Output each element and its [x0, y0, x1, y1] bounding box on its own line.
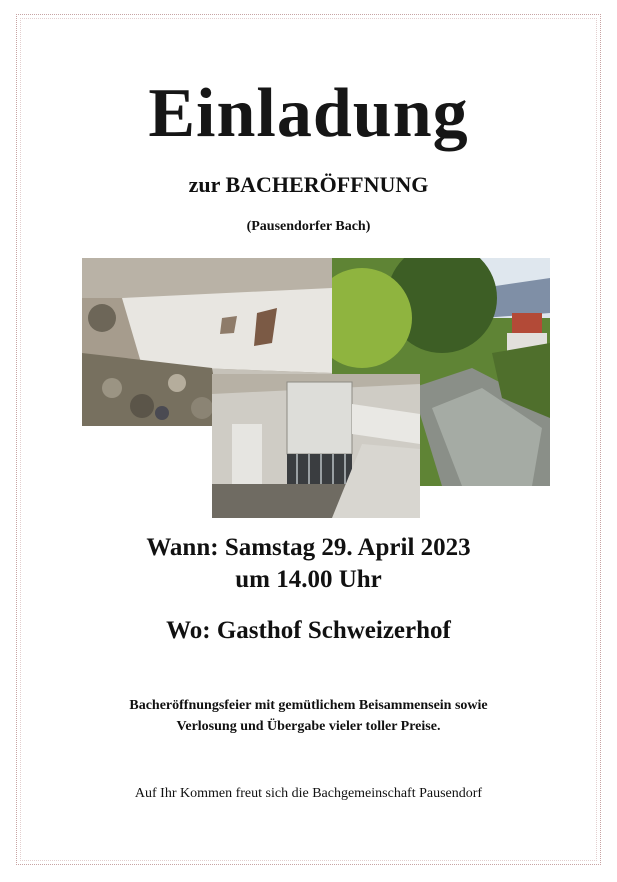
event-subtitle: zur BACHERÖFFNUNG [188, 172, 429, 197]
event-date: Wann: Samstag 29. April 2023 [146, 534, 471, 561]
description-line-2: Verlosung und Übergabe vieler toller Preise. [176, 719, 441, 734]
photo-concrete-weir [212, 374, 420, 518]
photo-collage [82, 256, 550, 518]
event-description [0, 695, 617, 737]
page-title: Einladung [148, 75, 469, 152]
event-venue: Wo: Gasthof Schweizerhof [166, 617, 451, 644]
location-note: (Pausendorfer Bach) [246, 219, 371, 234]
event-time: um 14.00 Uhr [235, 566, 382, 593]
description-line-1: Bacheröffnungsfeier mit gemütlichem Beisammensein sowie [129, 698, 488, 713]
closing-note: Auf Ihr Kommen freut sich die Bachgemeinschaft Pausendorf [134, 786, 483, 801]
event-date-time [0, 532, 617, 596]
